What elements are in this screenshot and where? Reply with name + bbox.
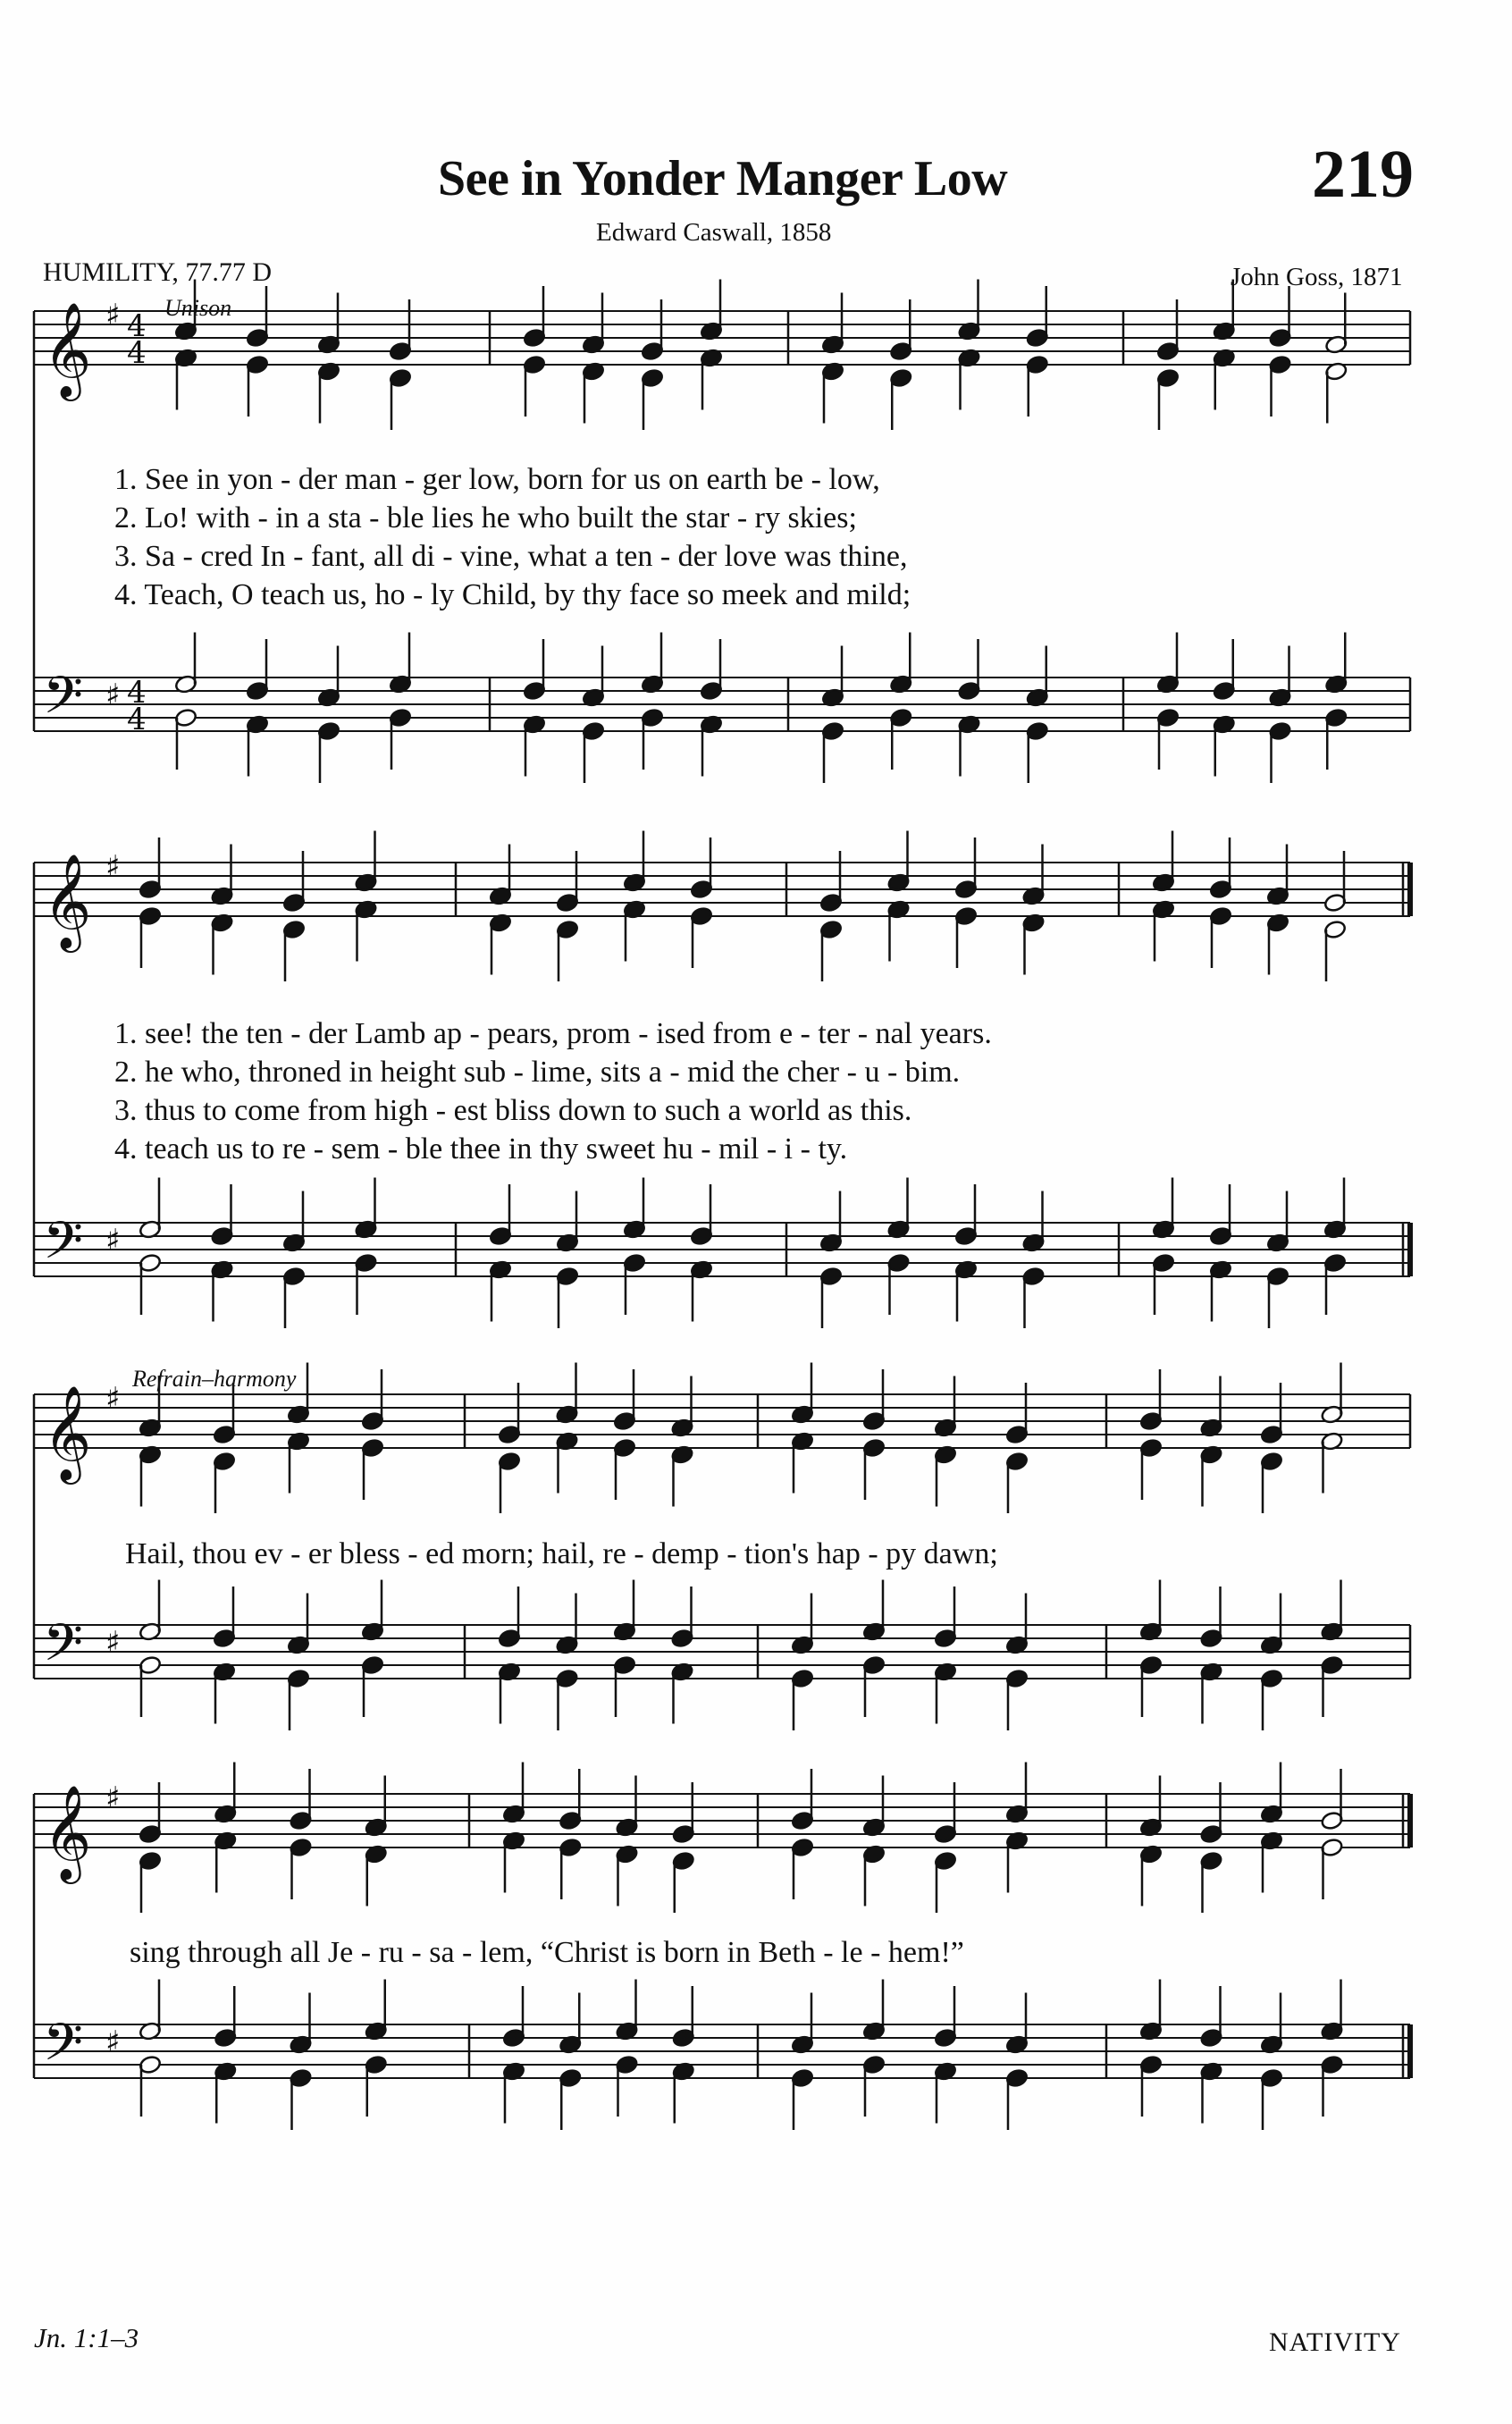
bass-clef-icon: 𝄢 [43, 665, 84, 738]
treble-clef-icon: 𝄞 [43, 1784, 92, 1880]
treble-staff-1 [34, 311, 1410, 365]
treble-clef-icon: 𝄞 [43, 853, 92, 948]
tune-name: HUMILITY, 77.77 D [43, 257, 273, 287]
hymn-number: 219 [1312, 137, 1414, 212]
treble-clef-icon: 𝄞 [43, 301, 92, 397]
lyric-refrain-line-2: sing through all Je - ru - sa - lem, “Christ is born in Beth - le - hem!” [130, 1936, 964, 1969]
refrain-marking: Refrain–harmony [132, 1366, 297, 1392]
lyric-verse-2-line-1: 2. Lo! with - in a sta - ble lies he who built the star - ry skies; [114, 501, 857, 534]
lyric-refrain-line-1: Hail, thou ev - er bless - ed morn; hail, re - demp - tion's hap - py dawn; [125, 1537, 998, 1570]
lyric-verse-3-line-2: 3. thus to come from high - est bliss down to such a world as this. [114, 1094, 912, 1127]
treble-clef-icon: 𝄞 [43, 1385, 92, 1480]
lyric-verse-2-line-2: 2. he who, throned in height sub - lime, sits a - mid the cher - u - bim. [114, 1056, 961, 1089]
time-signature-bottom: 4 [127, 335, 147, 371]
category-label: NATIVITY [1269, 2327, 1401, 2357]
hymn-title: See in Yonder Manger Low [438, 151, 1008, 206]
time-signature-bottom: 4 [127, 702, 147, 737]
sharp-icon: ♯ [105, 1780, 121, 1816]
time-signature-top: 4 [127, 675, 147, 711]
sharp-icon: ♯ [105, 1381, 121, 1417]
text-author: Edward Caswall, 1858 [596, 218, 832, 247]
lyric-verse-4-line-2: 4. teach us to re - sem - ble thee in thy sweet hu - mil - i - ty. [114, 1132, 848, 1166]
sharp-icon: ♯ [105, 849, 121, 885]
lyric-verse-4-line-1: 4. Teach, O teach us, ho - ly Child, by thy face so meek and mild; [114, 578, 911, 611]
bass-clef-icon: 𝄢 [43, 2012, 84, 2085]
sharp-icon: ♯ [105, 1625, 121, 1661]
treble-staff-3 [34, 1394, 1410, 1448]
lyric-verse-1-line-2: 1. see! the ten - der Lamb ap - pears, prom - ised from e - ter - nal years. [114, 1017, 992, 1050]
sharp-icon: ♯ [105, 298, 121, 333]
lyric-verse-1-line-1: 1. See in yon - der man - ger low, born for us on earth be - low, [114, 463, 880, 496]
composer: John Goss, 1871 [1231, 263, 1403, 291]
bass-clef-icon: 𝄢 [43, 1210, 84, 1284]
time-signature-top: 4 [127, 308, 147, 344]
unison-marking: Unison [164, 295, 232, 321]
lyric-verse-3-line-1: 3. Sa - cred In - fant, all di - vine, what a ten - der love was thine, [114, 540, 908, 573]
sharp-icon: ♯ [105, 2024, 121, 2060]
bass-staff-1 [34, 678, 1410, 731]
sharp-icon: ♯ [105, 678, 121, 713]
scripture-reference: Jn. 1:1–3 [34, 2322, 139, 2353]
sharp-icon: ♯ [105, 1223, 121, 1258]
bass-clef-icon: 𝄢 [43, 1612, 84, 1686]
treble-staff-2 [34, 863, 1410, 916]
bass-staff-2 [34, 1223, 1410, 1276]
